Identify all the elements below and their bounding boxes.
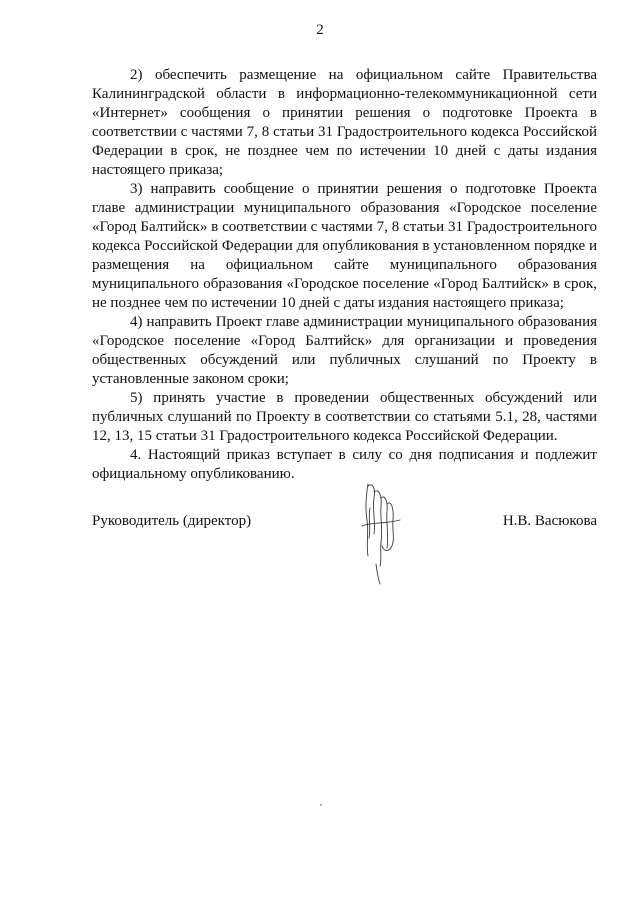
document-body: [92, 66, 597, 484]
paragraph-item-5: 5) принять участие в проведении общественных обсуждений или публичных слушаний по Проекту в соответствии со статьями 5.1, 28, частями 12, 13, 15 статьи 31 Градостроительного кодекса Российской Федерации.: [92, 390, 597, 444]
paragraph-item-2: 2) обеспечить размещение на официальном сайте Правительства Калининградской области в информационно-телекоммуникационной сети «Интернет» сообщения о принятии решения о подготовке Проекта в соответствии с частями 7, 8 статьи 31 Градостроительного кодекса Российской Федерации в срок, не позднее чем по истечении 10 дней с даты издания настоящего приказа;: [92, 67, 597, 178]
paragraph-item-3: 3) направить сообщение о принятии решения о подготовке Проекта главе администрации муниципального образования «Городское поселение «Город Балтийск» в соответствии с частями 7, 8 статьи 31 Градостроительного кодекса Российской Федерации для опубликования в установленном порядке и размещения на официальном сайте муниципального образования муниципального образования «Городское поселение «Город Балтийск» в срок, не позднее чем по истечении 10 дней с даты издания настоящего приказа;: [92, 181, 597, 311]
page-number: 2: [316, 22, 324, 38]
paragraph-clause-4: 4. Настоящий приказ вступает в силу со дня подписания и подлежит официальному опубликованию.: [92, 447, 597, 482]
scan-speck: [320, 804, 322, 806]
signature-block: [92, 513, 597, 535]
signer-position: Руководитель (директор): [92, 513, 252, 529]
signer-name: Н.В. Васюкова: [502, 513, 597, 529]
paragraph-item-4: 4) направить Проект главе администрации муниципального образования «Городское поселение «Город Балтийск» для организации и проведения общественных обсуждений или публичных слушаний по Проекту в установленные законом сроки;: [92, 314, 597, 387]
handwritten-signature: [356, 478, 408, 588]
